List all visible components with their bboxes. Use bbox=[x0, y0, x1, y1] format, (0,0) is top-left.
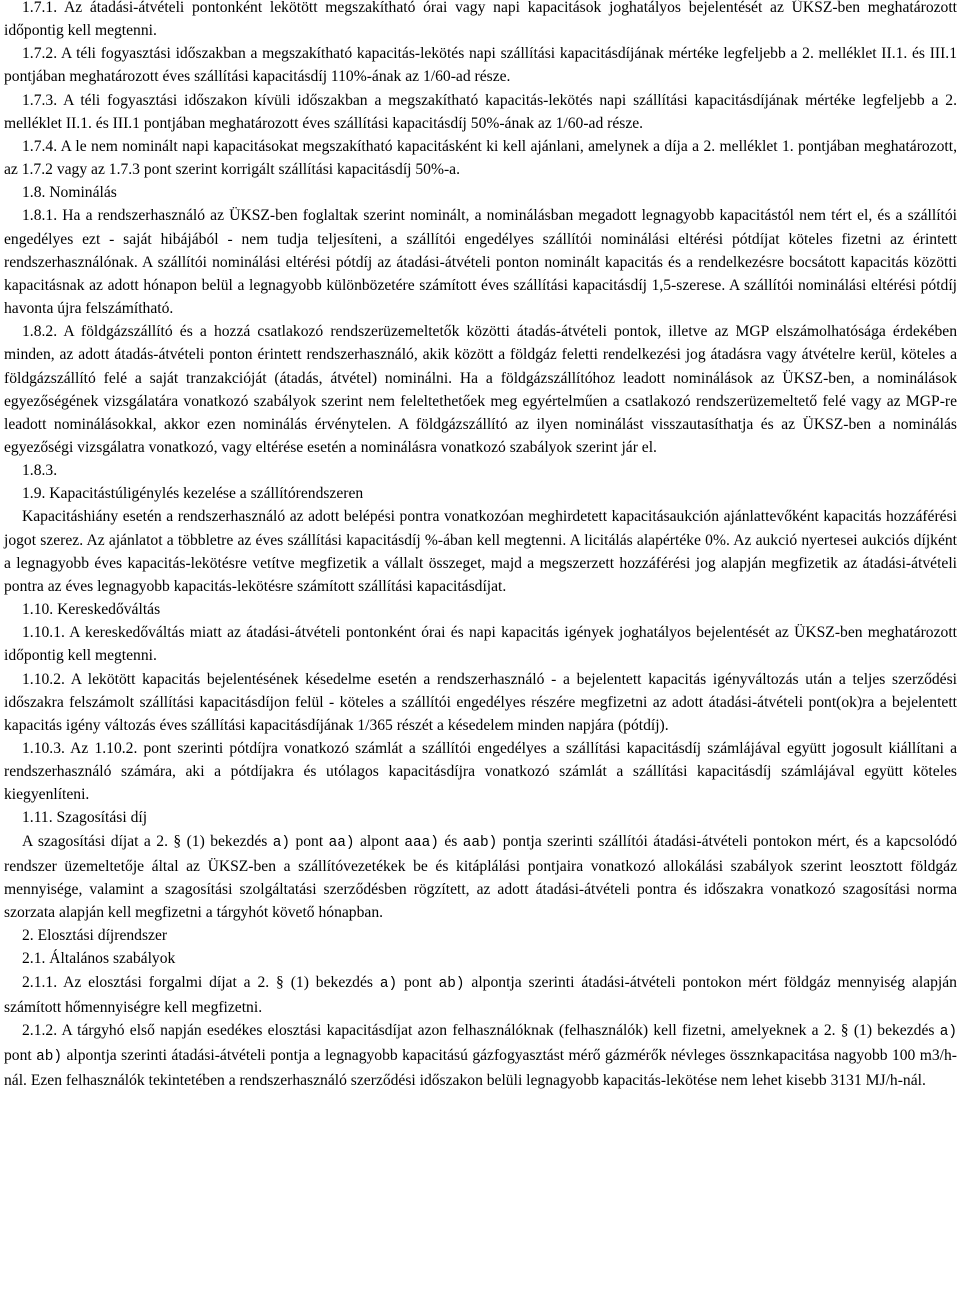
paragraph-p-1-10-3: 1.10.3. Az 1.10.2. pont szerinti pótdíjra vonatkozó számlát a szállítói engedélyes a szállítási kapacitásdíj számlájával együtt jogosult kiállítani a rendszerhasználó számára, aki a pótdíjakra és utólagos kapacitásdíjra vonatkozó számlát a szállítási kapacitásdíj számlájával együtt köteles kiegyenlíteni. bbox=[4, 740, 957, 804]
paragraph-p-2-1-2 bbox=[4, 1019, 957, 1092]
section-heading-h-1-10: 1.10. Kereskedőváltás bbox=[22, 601, 161, 619]
legal-reference: aaa) bbox=[404, 834, 439, 851]
text-run: pont bbox=[397, 973, 439, 991]
paragraph-p-2-1-1 bbox=[4, 971, 957, 1019]
section-heading-h-2-1: 2.1. Általános szabályok bbox=[22, 950, 176, 968]
text-run: alpontja szerinti átadási-átvételi pontja a legnagyobb kapacitású gázfogyasztást mérő gázmérők névleges össznkapacitása nagyobb 100 m3/h-nál. Ezen felhasználók tekintetében a rendszerhasználó szerződési időszakon belüli legnagyobb kapacitás-lekötése nem lehet kisebb 3131 MJ/h-nál. bbox=[4, 1047, 957, 1090]
section-heading-h-2: 2. Elosztási díjrendszer bbox=[22, 927, 168, 945]
paragraph-p-1-9-body: Kapacitáshiány esetén a rendszerhasználó az adott belépési pontra vonatkozóan meghirdetett kapacitásaukción ajánlattevőként kapacitás hozzáférési jogot szerez. Az ajánlatot a többletre az éves szállítási kapacitásdíj %-ában kell megtenni. A licitálás alapértéke 0%. Az aukció nyertesei aukciós díjként a legnagyobb éves kapacitás-lekötésre vetítve megfizetik a vállalt összeget, majd a megszerzett hozzáférési jog alapján megfizetik az átadási-átvételi pontra az éves legnagyobb kapacitás-lekötésre számított szállítási kapacitásdíjat. bbox=[4, 508, 957, 595]
text-run: és bbox=[438, 832, 463, 850]
section-heading-h-1-9: 1.9. Kapacitástúligénylés kezelése a szállítórendszeren bbox=[22, 485, 364, 503]
paragraph-p-1-8-1: 1.8.1. Ha a rendszerhasználó az ÜKSZ-ben foglaltak szerint nominált, a nominálásban megadott legnagyobb kapacitástól nem tért el, és a szállítói engedélyes ezt - saját hibájából - nem tudja teljesíteni, a szállítói engedélyes szállítói nominálási eltérési pótdíjat köteles fizetni az érintett rendszerhasználónak. A szállítói nominálási eltérési pótdíj az átadási-átvételi ponton nominált kapacitás és a rendelkezésre bocsátott kapacitás közötti kapacitásnak az adott hónapon belül a legnagyobb különbözetére számított éves szállítási kapacitásdíj 1,5-szerese. A szállítói nominálási eltérési pótdíj havonta újra felszámítható. bbox=[4, 207, 957, 318]
legal-reference: a) bbox=[379, 975, 398, 992]
paragraph-p-1-7-4: 1.7.4. A le nem nominált napi kapacitásokat megszakítható kapacitásként ki kell ajánlani, amelynek a díja a 2. melléklet 1. pontjában meghatározott, az 1.7.2 vagy az 1.7.3 pont szerint korrigált szállítási kapacitásdíj 50%-a. bbox=[4, 137, 957, 179]
legal-reference: a) bbox=[272, 834, 291, 851]
section-heading-h-1-8-3: 1.8.3. bbox=[22, 462, 58, 480]
text-run: A szagosítási díjat a 2. § (1) bekezdés bbox=[22, 832, 273, 850]
paragraph-p-1-10-2: 1.10.2. A lekötött kapacitás bejelentésének késedelme esetén a rendszerhasználó - a bejelentett kapacitás igényváltozás után a teljes szerződési időszakra felszámolt szállítási kapacitásdíjon felül - köteles a szállítói engedélyes részére megfizetni az adott átadási-átvételi pont(ok)ra a bejelentett kapacitás igény változás éves szállítási kapacitásdíjának 1/365 részét a késedelem minden napjára (pótdíj). bbox=[4, 670, 957, 734]
text-run: 2.1.2. A tárgyhó első napján esedékes elosztási kapacitásdíjat azon felhasználóknak (felhasználók) kell fizetni, amelyeknek a 2. § (1) bekezdés bbox=[22, 1021, 940, 1039]
paragraph-p-1-7-1: 1.7.1. Az átadási-átvételi pontonként lekötött megszakítható órai vagy napi kapacitások joghatályos bejelentését az ÜKSZ-ben meghatározott időpontig kell megtenni. bbox=[4, 0, 957, 40]
paragraph-p-1-7-2: 1.7.2. A téli fogyasztási időszakban a megszakítható kapacitás-lekötés napi szállítási kapacitásdíjának mértéke legfeljebb a 2. melléklet II.1. és III.1 pontjában meghatározott éves szállítási kapacitásdíj 110%-ának az 1/60-ad része. bbox=[4, 45, 957, 86]
document-page bbox=[4, 0, 957, 1092]
paragraph-p-1-11-body bbox=[4, 830, 957, 925]
text-run: 2.1.1. Az elosztási forgalmi díjat a 2. § (1) bekezdés bbox=[22, 973, 380, 991]
legal-reference: ab) bbox=[36, 1049, 63, 1066]
legal-reference: aa) bbox=[328, 834, 355, 851]
section-heading-h-1-8: 1.8. Nominálás bbox=[22, 184, 117, 202]
legal-reference: aab) bbox=[462, 834, 498, 851]
paragraph-p-1-8-2: 1.8.2. A földgázszállító és a hozzá csatlakozó rendszerüzemeltetők közötti átadás-átvételi pontok, illetve az MGP elszámolhatósága érdekében minden, az adott átadás-átvételi ponton érintett rendszerhasználó, akik között a földgáz feletti rendelkezési jog átadásra vagy átvételre kerül, köteles a földgázszállító felé a saját tranzakcióját (átadás, átvétel) nominálni. Ha a földgázszállítóhoz leadott nominálások az ÜKSZ-ben, a nominálások egyezőségének vizsgálatára vonatkozó szabályok szerint nem feleltethetőek meg egyértelműen a csatlakozó rendszerüzemeltető felé vagy az MGP-re leadott nominálásokkal, akkor ezen nominálás érvénytelen. A földgázszállító az ilyen nominálást visszautasíthatja és az ÜKSZ-ben a nominálás egyezőségi vizsgálatra vonatkozó, vagy eltérése esetén a nominálásra vonatkozó szabályok szerint jár el. bbox=[4, 323, 957, 456]
text-run: pont bbox=[4, 1047, 37, 1065]
text-run: alpontja szerinti átadási-átvételi pontokon mért földgáz mennyiség alapján számított hőmennyiségre kell megfizetni. bbox=[4, 973, 957, 1016]
paragraph-p-1-10-1: 1.10.1. A kereskedőváltás miatt az átadási-átvételi pontonként órai és napi kapacitás igények joghatályos bejelentését az ÜKSZ-ben meghatározott időpontig kell megtenni. bbox=[4, 624, 957, 665]
legal-reference: a) bbox=[939, 1023, 957, 1040]
text-run: pont bbox=[290, 832, 329, 850]
text-run: alpont bbox=[354, 832, 405, 850]
text-run: pontja szerinti szállítói átadási-átvételi pontokon mért, és a kapcsolódó rendszer üzemeltetője által az ÜKSZ-ben a szállítóvezetékek be és kitáplálási pontjaira vonatkozó allokálási szabályok szerint leosztott földgáz mennyisége, valamint a szagosítási szolgáltatási szerződésben rögzített, az adott átadási-átvételi pontra és időszakra vonatkozó szagosítási norma szorzata alapján kell megfizetni a tárgyhót követő hónapban. bbox=[4, 832, 957, 922]
legal-reference: ab) bbox=[438, 975, 465, 992]
paragraph-p-1-7-3: 1.7.3. A téli fogyasztási időszakon kívüli időszakban a megszakítható kapacitás-lekötés napi szállítási kapacitásdíjának mértéke legfeljebb a 2. melléklet II.1. és III.1 pontjában meghatározott éves szállítási kapacitásdíj 50%-ának az 1/60-ad része. bbox=[4, 91, 957, 132]
section-heading-h-1-11: 1.11. Szagosítási díj bbox=[22, 809, 148, 827]
